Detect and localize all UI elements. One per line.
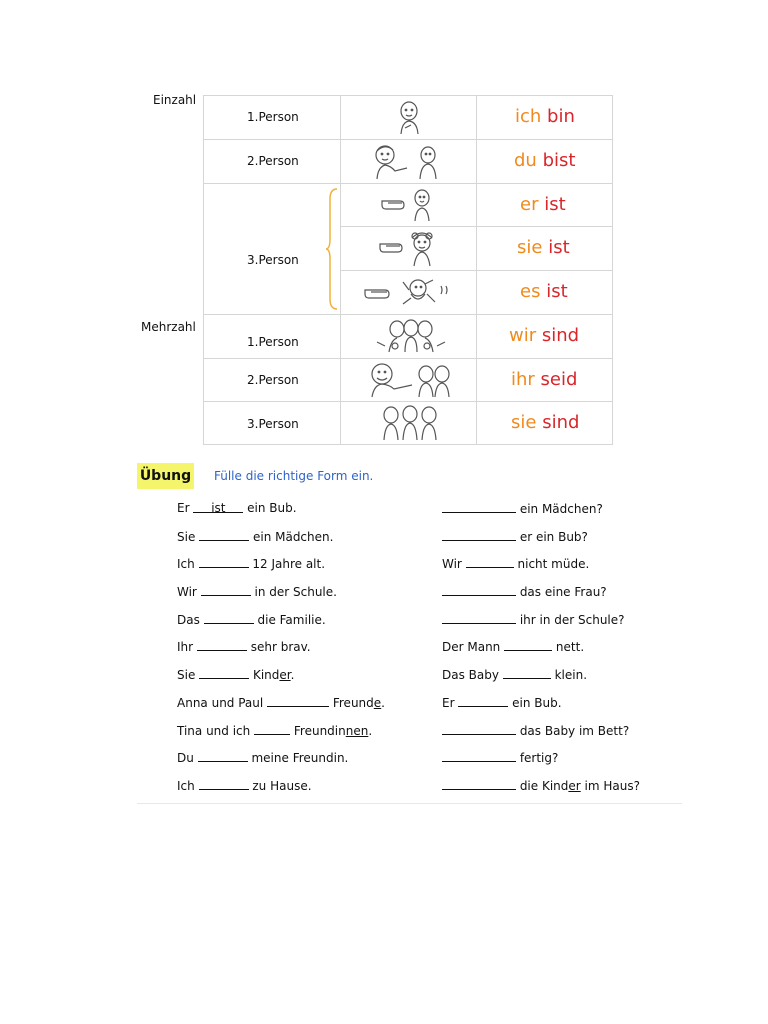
person-label-2-plural: 2.Person xyxy=(247,373,299,387)
page-bottom-divider xyxy=(137,803,682,804)
answer-blank[interactable] xyxy=(199,527,249,541)
form-es-ist: es ist xyxy=(520,281,568,302)
exercise-item: Ich 12 Jahre alt. xyxy=(177,554,385,582)
answer-blank[interactable] xyxy=(442,527,516,541)
exercise-item: Sie ein Mädchen. xyxy=(177,527,385,555)
answer-blank[interactable] xyxy=(503,665,551,679)
group-of-three-icon xyxy=(375,404,445,442)
exercise-item: Sie Kinder. xyxy=(177,665,385,693)
answer-blank[interactable] xyxy=(199,665,249,679)
exercise-item: Ihr sehr brav. xyxy=(177,637,385,665)
answer-blank[interactable]: ist xyxy=(193,499,243,513)
exercise-item: das eine Frau? xyxy=(442,582,640,610)
exercise-item: Das die Familie. xyxy=(177,610,385,638)
exercise-item: fertig? xyxy=(442,748,640,776)
exercise-item: Du meine Freundin. xyxy=(177,748,385,776)
person-label-3-singular: 3.Person xyxy=(247,253,299,267)
answer-blank[interactable] xyxy=(199,776,249,790)
answer-blank[interactable] xyxy=(199,554,249,568)
hand-pointing-at-girl-icon xyxy=(378,230,440,268)
form-wir-sind: wir sind xyxy=(509,325,580,346)
person-label-2-singular: 2.Person xyxy=(247,154,299,168)
hand-pointing-at-boy-icon xyxy=(378,187,438,223)
answer-blank[interactable] xyxy=(254,721,290,735)
exercise-item: Wir in der Schule. xyxy=(177,582,385,610)
exercise-item: Der Mann nett. xyxy=(442,637,640,665)
answer-blank[interactable] xyxy=(197,637,247,651)
answer-blank[interactable] xyxy=(442,610,516,624)
exercise-item: Ich zu Hause. xyxy=(177,776,385,804)
form-sie-ist: sie ist xyxy=(517,237,570,258)
exercise-item: die Kinder im Haus? xyxy=(442,776,640,804)
group-including-self-icon xyxy=(371,318,451,356)
plural-label: Mehrzahl xyxy=(141,320,196,334)
exercise-item: ein Mädchen? xyxy=(442,499,640,527)
person-label-1-plural: 1.Person xyxy=(247,335,299,349)
exercise-left-column xyxy=(177,499,385,804)
person-label-3-plural: 3.Person xyxy=(247,417,299,431)
conjugation-table xyxy=(203,95,613,445)
form-ich-bin: ich bin xyxy=(515,106,575,127)
exercise-item: ihr in der Schule? xyxy=(442,610,640,638)
hand-pointing-at-baby-icon xyxy=(363,274,455,312)
answer-blank[interactable] xyxy=(442,721,516,735)
answer-blank[interactable] xyxy=(458,693,508,707)
exercise-item: Er ist ein Bub. xyxy=(177,501,297,515)
person-label-1-singular: 1.Person xyxy=(247,110,299,124)
singular-label: Einzahl xyxy=(153,93,197,107)
exercise-item: Anna und Paul Freunde. xyxy=(177,693,385,721)
single-person-pointing-self-icon xyxy=(393,100,427,136)
exercise-item: das Baby im Bett? xyxy=(442,721,640,749)
form-sie-sind: sie sind xyxy=(511,412,580,433)
exercise-item: Tina und ich Freundinnen. xyxy=(177,721,385,749)
answer-blank[interactable] xyxy=(442,776,516,790)
answer-blank[interactable] xyxy=(442,748,516,762)
person-pointing-at-other-icon xyxy=(371,143,445,181)
form-er-ist: er ist xyxy=(520,194,566,215)
exercise-instruction: Fülle die richtige Form ein. xyxy=(214,469,374,483)
answer-blank[interactable] xyxy=(204,610,254,624)
form-du-bist: du bist xyxy=(514,150,576,171)
answer-blank[interactable] xyxy=(198,748,248,762)
answer-blank[interactable] xyxy=(442,582,516,596)
exercise-item: Das Baby klein. xyxy=(442,665,640,693)
exercise-item: er ein Bub? xyxy=(442,527,640,555)
exercise-right-column xyxy=(442,499,640,804)
form-ihr-seid: ihr seid xyxy=(511,369,578,390)
exercise-item: Wir nicht müde. xyxy=(442,554,640,582)
person-pointing-at-two-icon xyxy=(368,361,454,399)
answer-blank[interactable] xyxy=(201,582,251,596)
answer-blank[interactable] xyxy=(442,499,516,513)
third-person-brace-icon xyxy=(325,187,339,311)
answer-blank[interactable] xyxy=(466,554,514,568)
answer-blank[interactable] xyxy=(267,693,329,707)
answer-blank[interactable] xyxy=(504,637,552,651)
exercise-title: Übung xyxy=(137,463,194,489)
exercise-item: Er ein Bub. xyxy=(442,693,640,721)
